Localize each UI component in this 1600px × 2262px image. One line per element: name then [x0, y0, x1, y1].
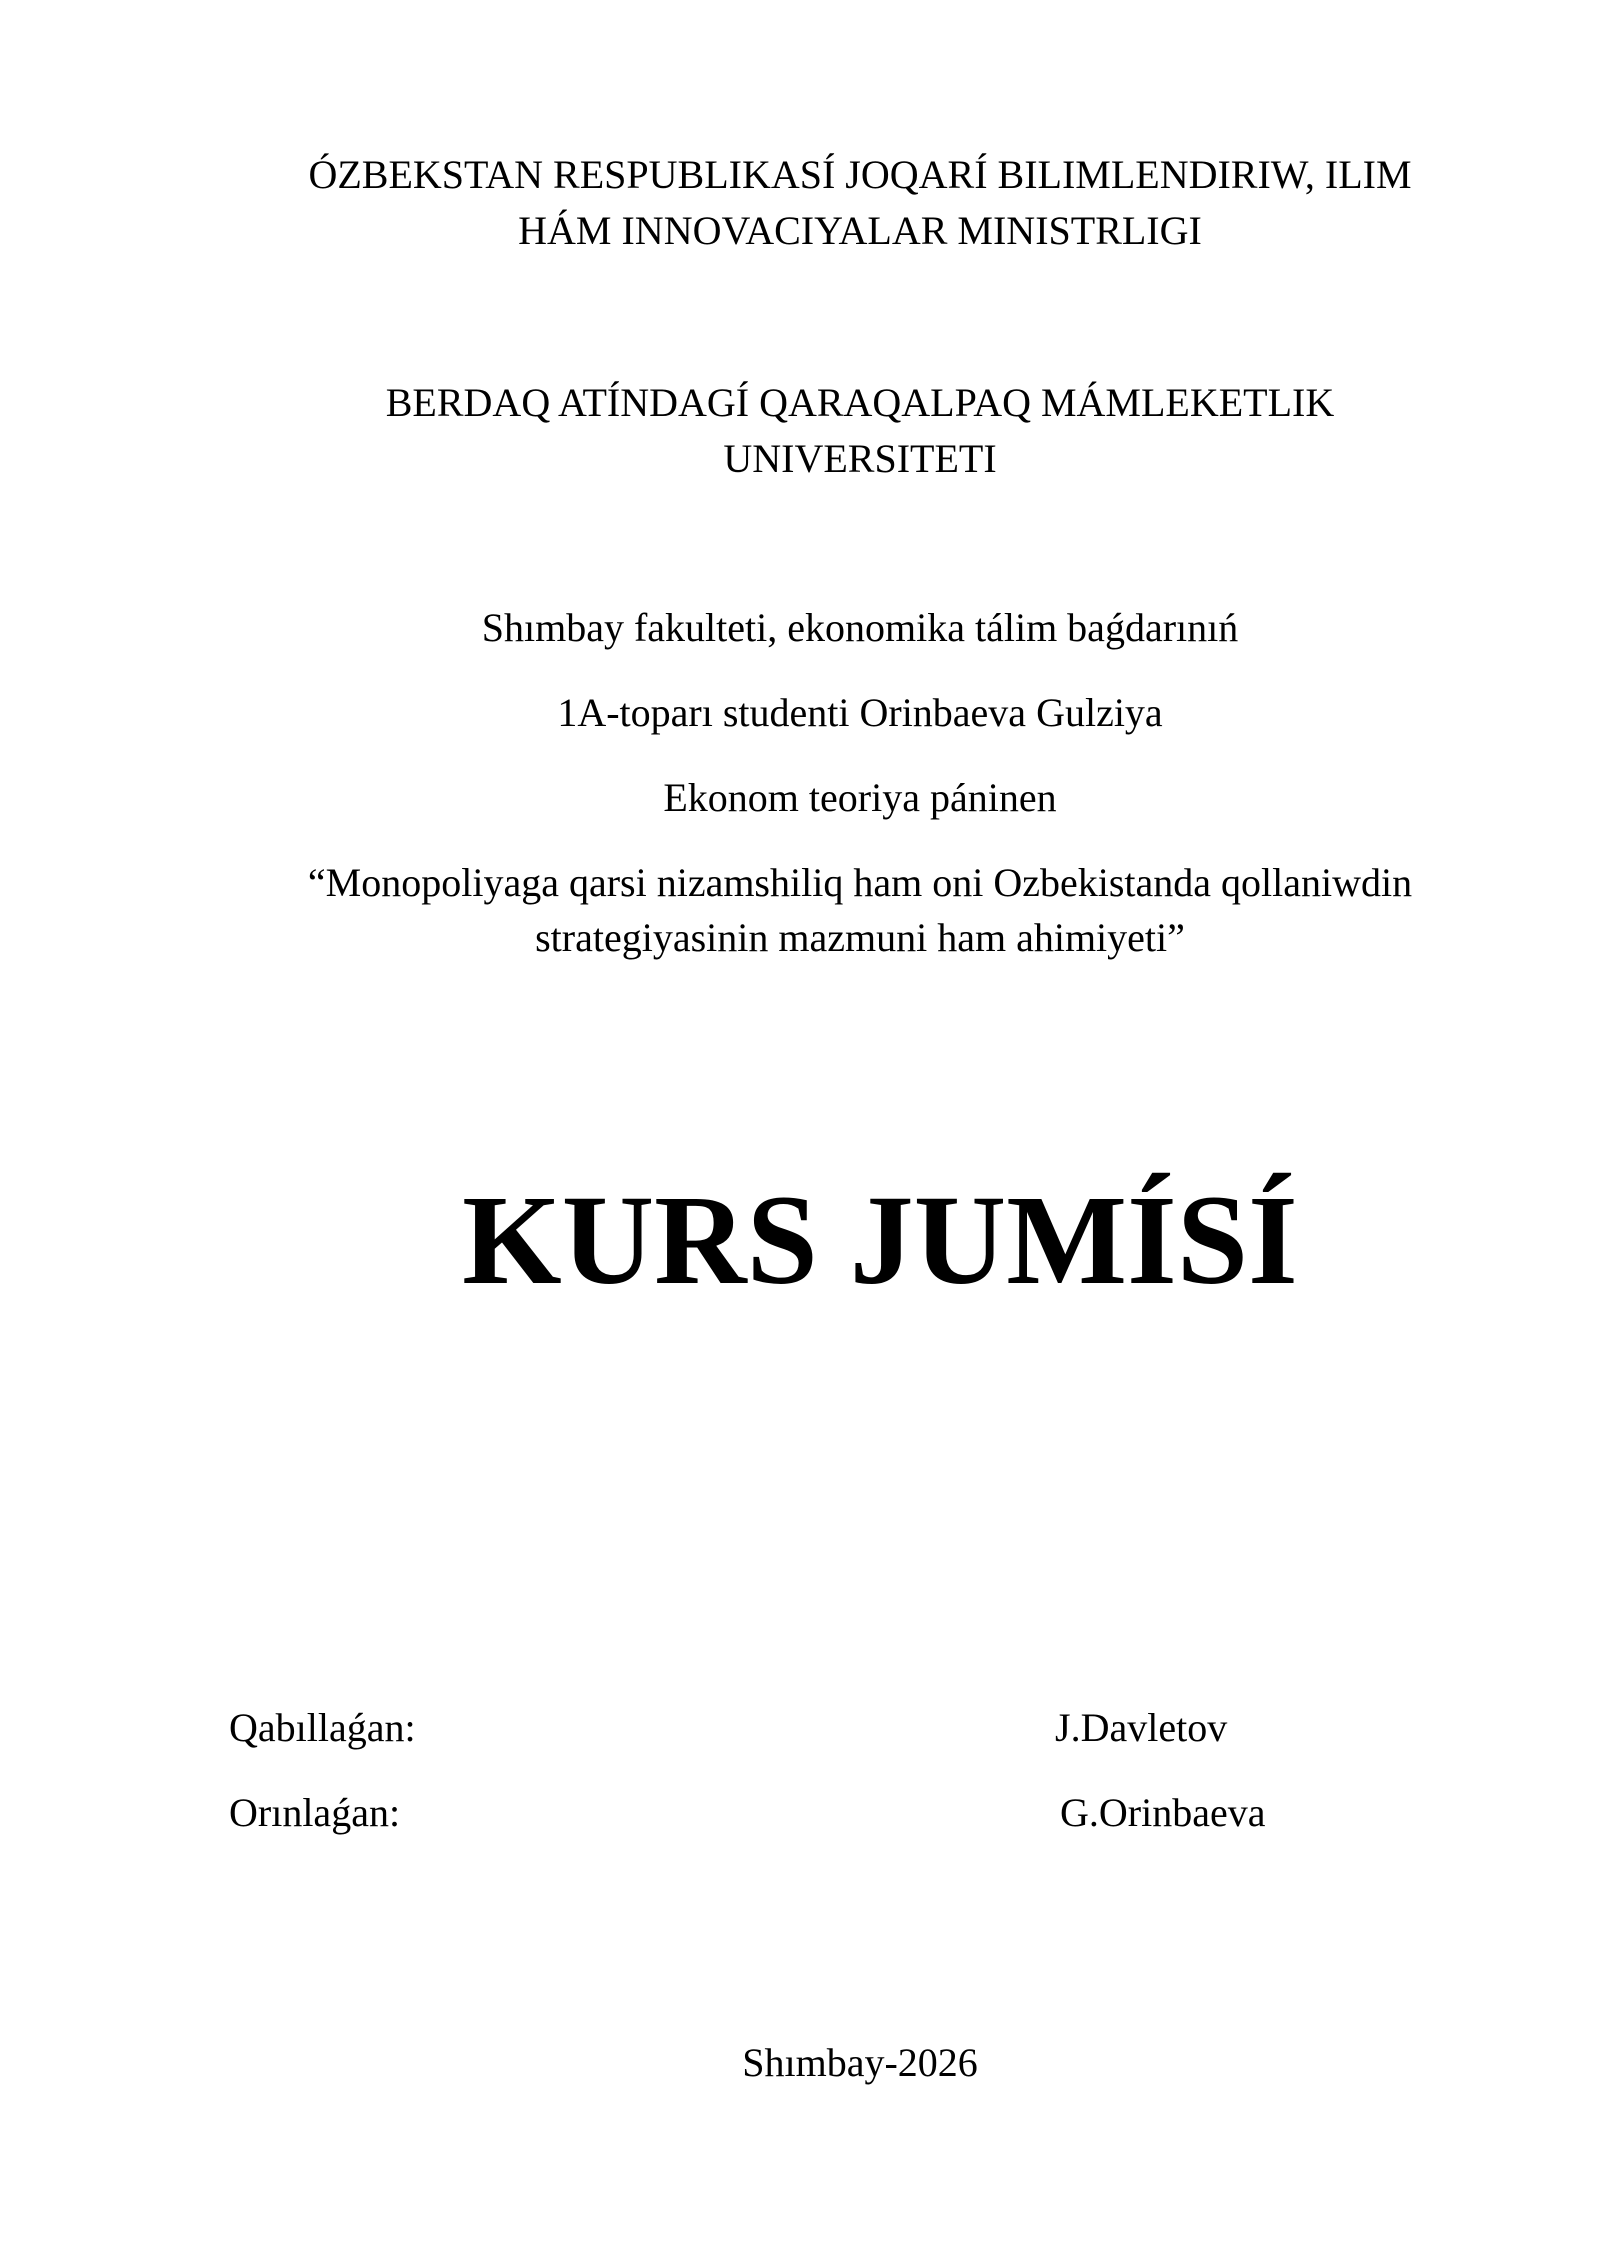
completed-by-label: Orınlaǵan:	[229, 1790, 401, 1835]
topic-line-1: “Monopoliyaga qarsi nizamshiliq ham oni Ozbekistanda qollaniwdin	[307, 860, 1413, 905]
completed-by-name: G.Orinbaeva	[1060, 1790, 1266, 1835]
accepted-by-name: J.Davletov	[1055, 1705, 1228, 1750]
accepted-by-label: Qabıllaǵan:	[229, 1705, 416, 1750]
topic-line-2: strategiyasinin mazmuni ham ahimiyeti”	[535, 915, 1185, 960]
ministry-name-line-2: HÁM INNOVACIYALAR MINISTRLIGI	[518, 208, 1202, 253]
university-name-line-1: BERDAQ ATÍNDAGÍ QARAQALPAQ MÁMLEKETLIK	[385, 380, 1335, 425]
place-year: Shımbay-2026	[742, 2040, 978, 2085]
student-line: 1A-toparı studenti Orinbaeva Gulziya	[557, 690, 1163, 735]
faculty-line: Shımbay fakulteti, ekonomika tálim baǵdarınıń	[481, 605, 1239, 650]
document-type-title: KURS JUMÍSÍ	[462, 1169, 1298, 1311]
university-name-line-2: UNIVERSITETI	[723, 436, 997, 481]
subject-line: Ekonom teoriya páninen	[663, 775, 1057, 820]
ministry-name-line-1: ÓZBEKSTAN RESPUBLIKASÍ JOQARÍ BILIMLENDIRIW, ILIM	[308, 152, 1412, 197]
